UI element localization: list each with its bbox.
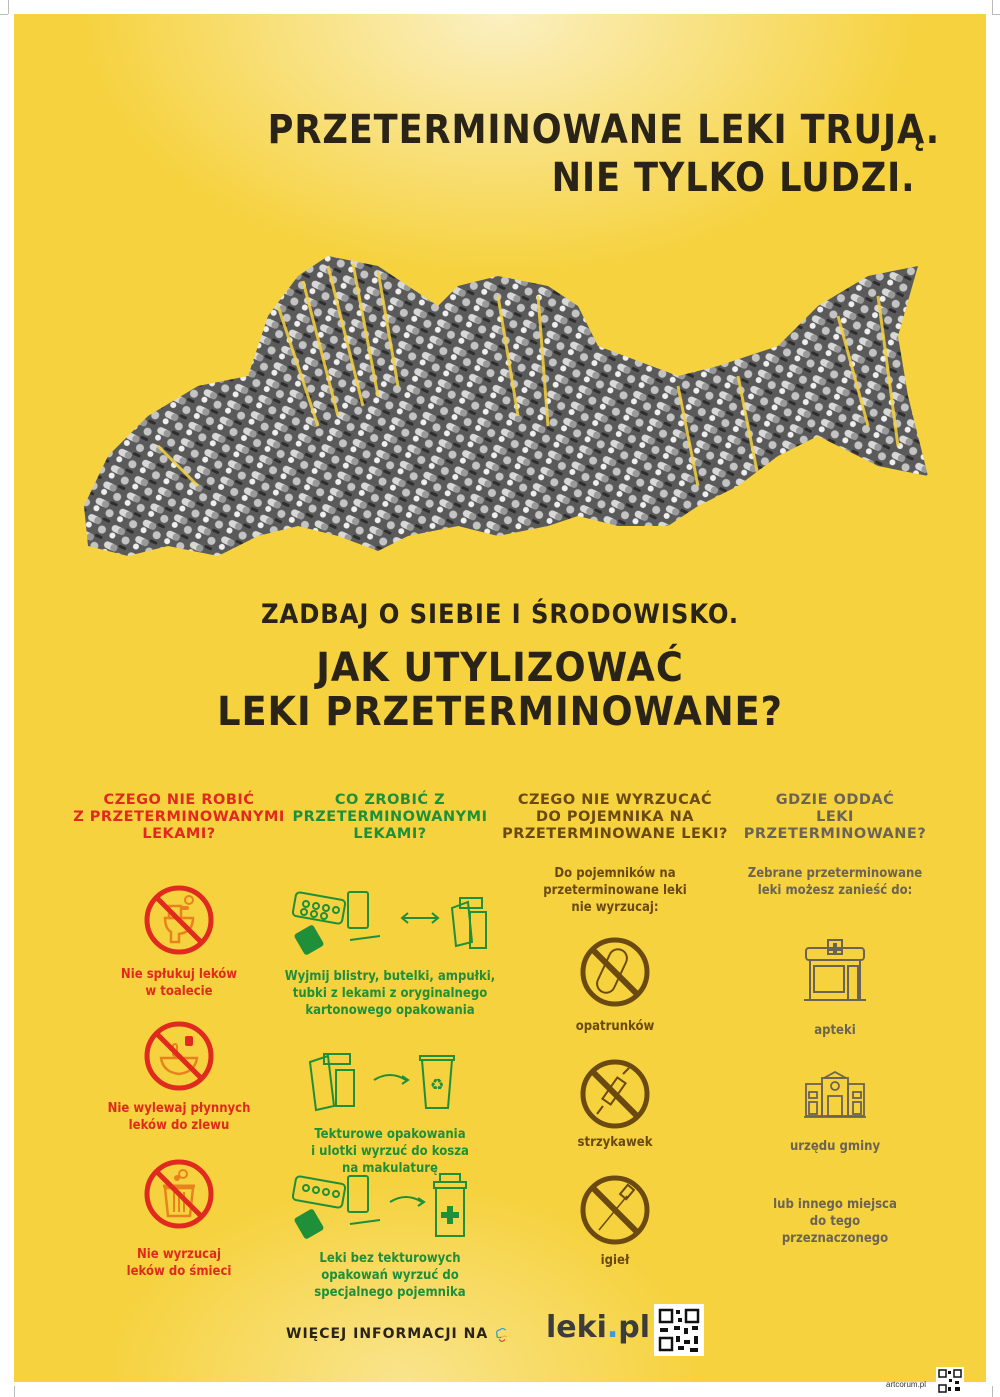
- column-title: GDZIE ODDAĆ LEKI PRZETERMINOWANE?: [743, 792, 927, 842]
- crop-mark: [14, 1386, 15, 1397]
- no-bandage-icon: [579, 936, 651, 1008]
- crop-mark: [8, 0, 9, 14]
- headline: [183, 106, 940, 202]
- column-what-to-do: [275, 792, 505, 1300]
- list-item: ♻ Tekturowe opakowania i ulotki wyrzuć do kosza na makulaturę: [275, 1046, 505, 1177]
- column-where-to-return: [720, 792, 950, 1246]
- list-item: igieł: [500, 1174, 730, 1269]
- list-item: apteki: [720, 938, 950, 1039]
- no-toilet-icon: [143, 884, 215, 956]
- subheadline-question: [53, 646, 947, 734]
- subheadline-care: ZADBAJ O SIEBIE I ŚRODOWISKO.: [260, 599, 740, 630]
- no-needle-icon: [579, 1174, 651, 1246]
- column-dont-throw: [500, 792, 730, 1268]
- crop-mark: [0, 14, 8, 15]
- list-item: Wyjmij blistry, butelki, ampułki, tubki z lekami z oryginalnego kartonowego opakowania: [275, 888, 505, 1019]
- list-item: urzędu gminy: [720, 1070, 950, 1155]
- crop-mark: [992, 1386, 993, 1397]
- paper-recycle-bin-icon: [290, 1046, 490, 1116]
- leki-pl-logo-icon: [494, 1308, 538, 1364]
- town-hall-icon: [802, 1070, 868, 1120]
- column-title: CZEGO NIE WYRZUCAĆ DO POJEMNIKA NA PRZETERMINOWANE LEKI?: [502, 792, 728, 842]
- qr-code-small-icon[interactable]: [936, 1367, 964, 1395]
- list-item: Nie wyrzucaj leków do śmieci: [64, 1158, 294, 1280]
- column-title: CO ZROBIĆ Z PRZETERMINOWANYMI LEKAMI?: [292, 792, 488, 842]
- list-item: Nie wylewaj płynnych leków do zlewu: [64, 1020, 294, 1134]
- instruction-columns: [70, 792, 970, 1300]
- more-info-label: WIĘCEJ INFORMACJI NA: [286, 1326, 489, 1342]
- pill-fish-illustration: [78, 226, 938, 566]
- svg-text:♻: ♻: [429, 1075, 445, 1094]
- column-intro: Zebrane przeterminowane leki możesz zanieść do:: [747, 866, 923, 898]
- medicine-container-icon: [290, 1172, 490, 1242]
- list-item: Leki bez tekturowych opakowań wyrzuć do specjalnego pojemnika: [275, 1172, 505, 1301]
- column-intro: Do pojemników na przeterminowane leki nie wyrzucaj:: [543, 866, 687, 915]
- no-syringe-icon: [579, 1058, 651, 1130]
- list-item: lub innego miejsca do tego przeznaczonego: [773, 1197, 897, 1246]
- list-item: opatrunków: [500, 936, 730, 1035]
- subheadline-question-line-1: JAK UTYLIZOWAĆ: [316, 645, 684, 691]
- crop-mark: [992, 14, 1000, 15]
- pharmacy-icon: [802, 938, 868, 1004]
- no-trash-icon: [143, 1158, 215, 1230]
- column-dont-do: [64, 792, 294, 1279]
- unpack-medicines-icon: [290, 888, 490, 958]
- crop-mark: [992, 0, 993, 14]
- subheadline-question-line-2: LEKI PRZETERMINOWANE?: [217, 689, 783, 735]
- credit-text: artcorum.pl: [886, 1380, 927, 1389]
- no-sink-icon: [143, 1020, 215, 1092]
- column-title: CZEGO NIE ROBIĆ Z PRZETERMINOWANYMI LEKAMI?: [73, 792, 285, 842]
- leki-pl-logo-text[interactable]: leki.pl: [546, 1310, 651, 1345]
- qr-code-icon[interactable]: [654, 1304, 704, 1356]
- poster: [14, 14, 986, 1389]
- headline-line-2: NIE TYLKO LUDZI.: [551, 155, 916, 201]
- list-item: Nie spłukuj leków w toalecie: [64, 884, 294, 1000]
- list-item: strzykawek: [500, 1058, 730, 1151]
- headline-line-1: PRZETERMINOWANE LEKI TRUJĄ.: [267, 107, 940, 153]
